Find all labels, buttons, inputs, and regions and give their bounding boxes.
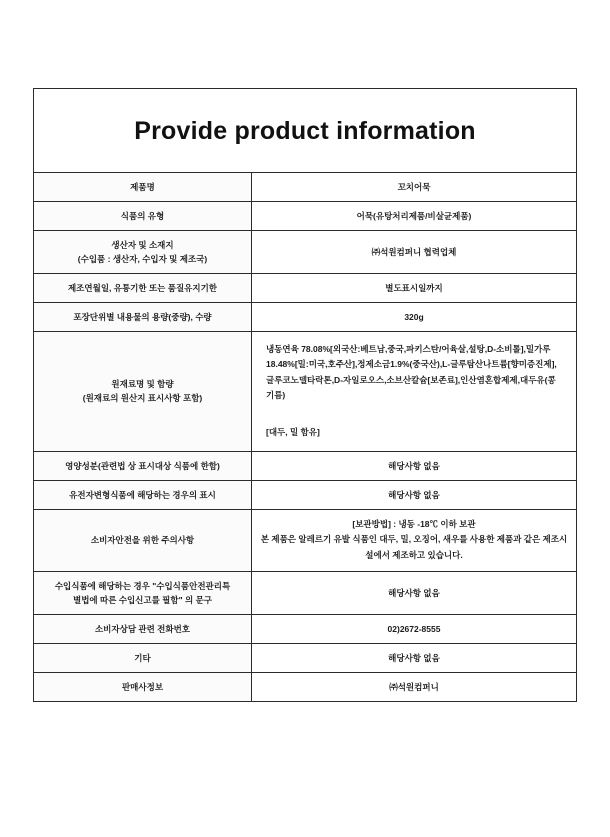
- product-information-document: [33, 88, 577, 702]
- row-value-nutrition: 해당사항 없음: [252, 451, 577, 480]
- row-value-expiry: 별도표시일까지: [252, 274, 577, 303]
- row-label-safety-notice: [34, 509, 252, 571]
- row-value-import-declaration: 해당사항 없음: [252, 571, 577, 614]
- row-label-ingredients: [34, 332, 252, 451]
- row-value-customer-service-phone: 02)2672-8555: [252, 614, 577, 643]
- row-value-ingredients: [252, 332, 577, 451]
- row-label-text: 기타: [134, 652, 151, 663]
- row-label-expiry: [34, 274, 252, 303]
- table-row: [34, 643, 577, 672]
- row-label-text: 판매사정보: [121, 681, 164, 692]
- spacer: [266, 414, 562, 425]
- table-row: [34, 202, 577, 231]
- row-value-package-weight: 320g: [252, 303, 577, 332]
- allergen-facility-text: 본 제품은 알레르기 유발 식품인 대두, 밀, 오징어, 새우를 사용한 제품과 같은 제조시설에서 제조하고 있습니다.: [260, 534, 568, 561]
- row-value-producer: ㈜석원컴퍼니 협력업체: [252, 231, 577, 274]
- row-label-nutrition: [34, 451, 252, 480]
- table-row: [34, 332, 577, 451]
- row-label-other: [34, 643, 252, 672]
- row-label-text: 제조연월일, 유통기한 또는 품질유지기한: [67, 283, 218, 294]
- row-label-subtext: 별법에 따른 수입신고를 필함" 의 문구: [72, 594, 212, 605]
- row-value-product-name: 꼬치어묵: [252, 173, 577, 202]
- row-label-text: 생산자 및 소재지: [111, 240, 174, 251]
- table-row: [34, 451, 577, 480]
- row-label-text: 식품의 유형: [120, 211, 165, 222]
- row-value-other: 해당사항 없음: [252, 643, 577, 672]
- spacer: [266, 403, 562, 414]
- table-row: [34, 173, 577, 202]
- row-label-gmo: [34, 480, 252, 509]
- table-row: [34, 274, 577, 303]
- row-label-text: 유전자변형식품에 해당하는 경우의 표시: [69, 489, 216, 500]
- storage-method-text: [보관방법] : 냉동 -18℃ 이하 보관: [352, 518, 476, 529]
- row-label-text: 소비자안전을 위한 주의사항: [90, 535, 195, 546]
- row-label-subtext: (원재료의 원산지 표시사항 포함): [82, 393, 203, 404]
- row-label-import-declaration: [34, 571, 252, 614]
- table-row: [34, 303, 577, 332]
- row-label-text: 원재료명 및 함량: [111, 379, 174, 390]
- row-label-product-name: [34, 173, 252, 202]
- row-label-text: 수입식품에 해당하는 경우 "수입식품안전관리특: [54, 580, 231, 591]
- row-label-text: 포장단위별 내용물의 용량(중량), 수량: [73, 312, 212, 323]
- row-label-seller-info: [34, 672, 252, 701]
- table-row: [34, 672, 577, 701]
- row-label-package-weight: [34, 303, 252, 332]
- row-label-text: 소비자상담 관련 전화번호: [94, 623, 191, 634]
- table-row: [34, 480, 577, 509]
- row-label-text: 제품명: [130, 182, 155, 192]
- row-value-seller-info: ㈜석원컴퍼니: [252, 672, 577, 701]
- row-label-producer: [34, 231, 252, 274]
- product-information-table: [33, 172, 577, 702]
- table-row: [34, 509, 577, 571]
- row-value-food-type: 어묵(유탕처리제품/비살균제품): [252, 202, 577, 231]
- table-row: [34, 571, 577, 614]
- row-value-safety-notice: [252, 509, 577, 571]
- page-title: Provide product information: [33, 88, 577, 172]
- row-label-text: 영양성분(관련법 상 표시대상 식품에 한함): [65, 460, 220, 471]
- row-value-gmo: 해당사항 없음: [252, 480, 577, 509]
- row-label-subtext: (수입품 : 생산자, 수입자 및 제조국): [77, 254, 208, 265]
- row-label-food-type: [34, 202, 252, 231]
- ingredients-text: 냉동연육 78.08%[외국산:베트남,중국,파키스탄/어육살,설탕,D-소비톨],밀가루 18.48%[밀:미국,호주산],정제소금1.9%(중국산),L-글루탐산나트륨[향미증진제],글루코노델타락톤,D-자일로오스,소브산칼슘[보존료],인산염혼합제제,대두유(콩기름): [266, 344, 557, 400]
- table-row: [34, 614, 577, 643]
- row-label-customer-service-phone: [34, 614, 252, 643]
- allergen-text: [대두, 밀 함유]: [266, 427, 320, 438]
- table-row: [34, 231, 577, 274]
